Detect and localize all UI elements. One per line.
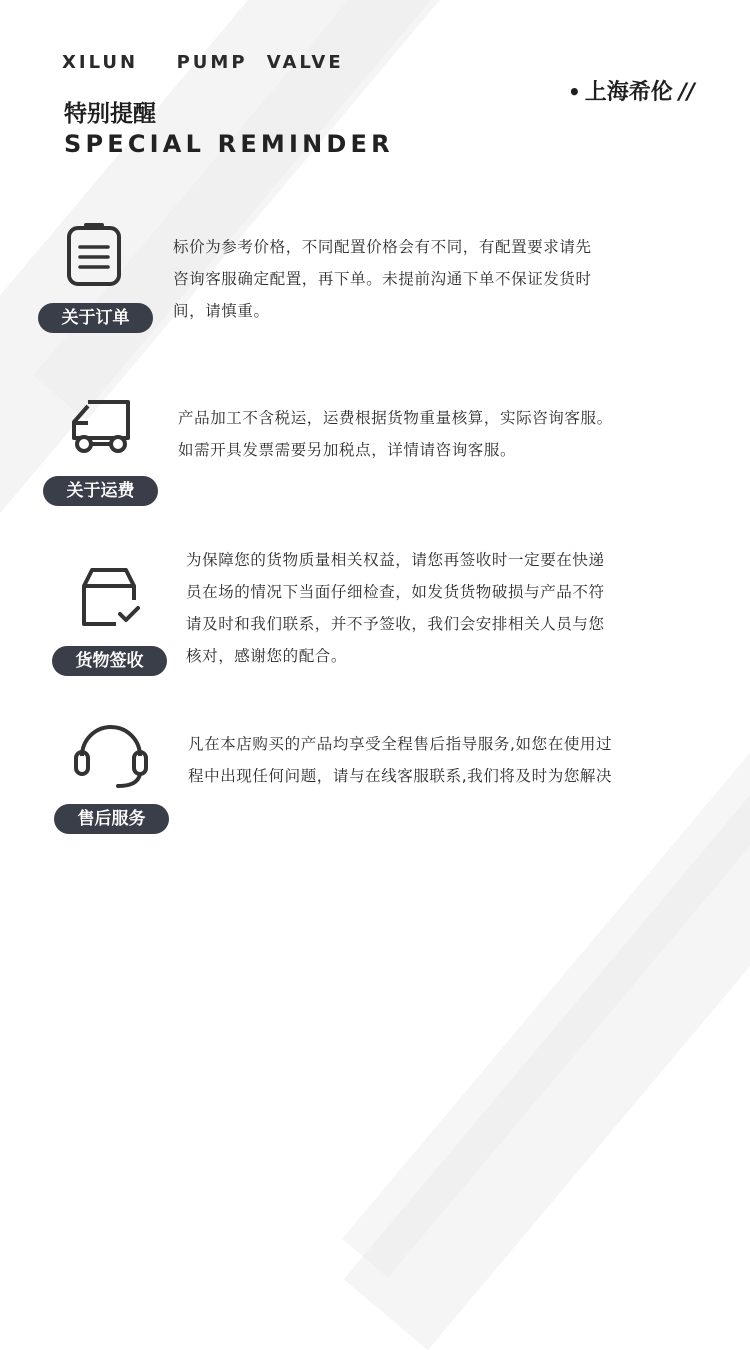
slash-mark: // <box>678 80 695 105</box>
page-title-en: SPECIAL REMINDER <box>64 130 394 158</box>
text-line: 请及时和我们联系，并不予签收，我们会安排相关人员与您 <box>186 615 605 633</box>
headset-icon <box>72 722 150 796</box>
text-line: 核对，感谢您的配合。 <box>186 647 348 665</box>
text-line: 员在场的情况下当面仔细检查，如发货货物破损与产品不符 <box>186 583 605 601</box>
text-line: 程中出现任何问题，请与在线客服联系,我们将及时为您解决 <box>188 767 613 785</box>
text-line: 标价为参考价格，不同配置价格会有不同，有配置要求请先 <box>173 238 592 256</box>
text-line: 产品加工不含税运，运费根据货物重量核算，实际咨询客服。 <box>178 409 613 427</box>
package-check-icon <box>76 566 142 632</box>
section-text-shipping <box>178 402 613 466</box>
section-badge-service: 售后服务 <box>54 804 169 834</box>
bullet-dot: • <box>568 80 581 104</box>
text-line: 如需开具发票需要另加税点，详情请咨询客服。 <box>178 441 517 459</box>
section-badge-receipt: 货物签收 <box>52 646 167 676</box>
section-text-service <box>188 728 612 792</box>
text-line: 间，请慎重。 <box>173 302 270 320</box>
section-badge-order: 关于订单 <box>38 303 153 333</box>
truck-icon <box>66 396 134 460</box>
section-badge-shipping: 关于运费 <box>43 476 158 506</box>
company-label: 上海希伦 <box>584 80 673 105</box>
page-title-cn: 特别提醒 <box>64 101 156 127</box>
section-text-receipt <box>186 544 605 672</box>
brand-name: XILUN PUMP VALVE <box>62 52 344 73</box>
text-line: 凡在本店购买的产品均享受全程售后指导服务,如您在使用过 <box>188 735 613 753</box>
text-line: 为保障您的货物质量相关权益，请您再签收时一定要在快递 <box>186 551 605 569</box>
text-line: 咨询客服确定配置，再下单。未提前沟通下单不保证发货时 <box>173 270 592 288</box>
order-list-icon <box>66 222 122 292</box>
section-text-order <box>173 231 592 327</box>
company-name <box>568 75 695 106</box>
